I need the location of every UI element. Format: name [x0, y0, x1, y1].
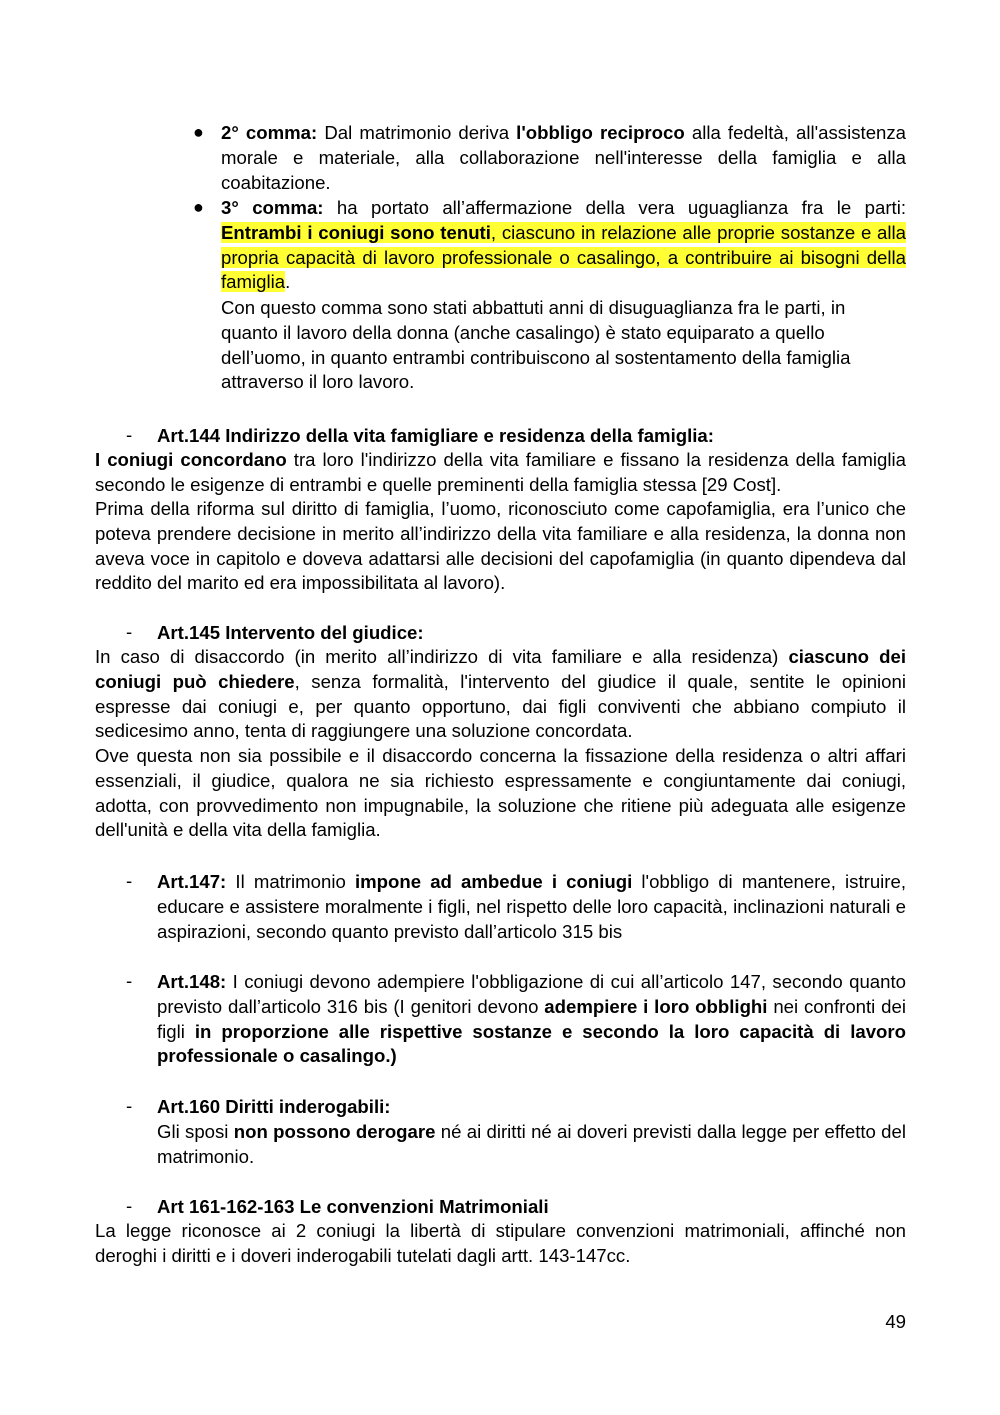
art148-bold-2: in proporzione alle rispettive sostanze e secondo la loro capacità di lavoro professionale o casalingo.): [157, 1020, 906, 1067]
art144-text: tra loro l'indirizzo della vita familiare e fissano la residenza della famiglia secondo le esigenze di entrambi e quelle preminenti della famiglia stessa [29 Cost].: [95, 449, 907, 495]
comma3-paragraph: [221, 196, 906, 295]
art148-bold: adempiere i loro obblighi: [544, 995, 768, 1017]
comma3-highlight-bold: Entrambi i coniugi sono tenuti: [221, 221, 491, 243]
list-dash: -: [126, 1195, 133, 1216]
art147-text: Il matrimonio: [226, 871, 355, 892]
art160-text-end: né ai diritti né ai doveri previsti dalla legge per effetto del matrimonio.: [157, 1121, 906, 1167]
list-dash: -: [126, 424, 133, 445]
comma3-text: ha portato all’affermazione della vera uguaglianza fra le parti:: [323, 197, 906, 218]
comma2-text-end: alla fedeltà, all'assistenza morale e materiale, alla collaborazione nell'interesse della famiglia e alla coabitazione.: [221, 122, 907, 193]
art160-bold: non possono derogare: [233, 1121, 436, 1142]
list-dash: -: [126, 970, 133, 991]
art145-bold: ciascuno dei coniugi può chiedere: [95, 646, 907, 692]
art145-paragraph-2: Ove questa non sia possibile e il disaccordo concerna la fissazione della residenza o altri affari essenziali, il giudice, qualora ne sia richiesto espressamente e congiuntamente dai coniugi, adotta, con provvedimento non impugnabile, la soluzione che ritiene più adeguata alle esigenze dell'unità e della vita della famiglia.: [95, 745, 906, 841]
art145-heading: Art.145 Intervento del giudice:: [157, 622, 424, 643]
art147-label: Art.147:: [157, 871, 227, 892]
art160-text: Gli sposi: [157, 1121, 234, 1142]
art145-text-end: , senza formalità, l'intervento del giudice il quale, sentite le opinioni espresse dai coniugi e, per quanto opportuno, dai figli conviventi che abbiano compiuto il sedicesimo anno, tenta di raggiungere una soluzione concordata.: [95, 670, 906, 742]
comma2-label: 2° comma:: [221, 122, 318, 143]
art145-paragraph: [95, 645, 906, 744]
page-number: 49: [885, 1311, 906, 1332]
comma3-label: 3° comma:: [221, 197, 324, 218]
bullet-icon: ●: [193, 197, 204, 217]
art144-paragraph-2: Prima della riforma sul diritto di famiglia, l’uomo, riconosciuto come capofamiglia, era l’unico che poteva prendere decisione in merito all’indirizzo della vita familiare e alla residenza, la donna non aveva voce in capitolo e doveva adattarsi alle decisioni del capofamiglia (in quanto dipendeva dal reddito del marito ed era impossibilitata al lavoro).: [95, 498, 906, 594]
comma2-bold: l'obbligo reciproco: [516, 122, 685, 143]
art161-paragraph: La legge riconosce ai 2 coniugi la libertà di stipulare convenzioni matrimoniali, affinché non deroghi i diritti e i doveri inderogabili tutelati dagli artt. 143-147cc.: [95, 1220, 906, 1266]
art160-paragraph: [157, 1120, 906, 1170]
art148-text-mid: nei confronti dei figli: [157, 995, 906, 1042]
comma2-paragraph: [221, 121, 906, 195]
art148-paragraph: [157, 970, 906, 1069]
art147-bold: impone ad ambedue i coniugi: [354, 871, 633, 892]
art148-label: Art.148:: [157, 971, 227, 992]
list-dash: -: [126, 621, 133, 642]
comma2-text: Dal matrimonio deriva: [317, 122, 517, 143]
list-dash: -: [126, 870, 133, 891]
comma3-note: Con questo comma sono stati abbattuti anni di disuguaglianza fra le parti, in quanto il lavoro della donna (anche casalingo) è stato equiparato a quello dell’uomo, in quanto entrambi contribuiscono al sostentamento della famiglia attraverso il loro lavoro.: [221, 297, 851, 393]
list-dash: -: [126, 1095, 133, 1116]
comma3-period: .: [285, 271, 291, 293]
art144-heading: Art.144 Indirizzo della vita famigliare e residenza della famiglia:: [157, 425, 714, 446]
art160-heading: Art.160 Diritti inderogabili:: [157, 1096, 391, 1117]
art147-paragraph: [157, 870, 906, 944]
bullet-icon: ●: [193, 122, 204, 142]
art161-heading: Art 161-162-163 Le convenzioni Matrimoniali: [157, 1196, 549, 1217]
art145-text: In caso di disaccordo (in merito all’indirizzo di vita familiare e alla residenza): [95, 646, 789, 667]
art144-paragraph: [95, 448, 906, 498]
art147-text-end: l'obbligo di mantenere, istruire, educare e assistere moralmente i figli, nel rispetto delle loro capacità, inclinazioni naturali e aspirazioni, secondo quanto previsto dall’articolo 315 bis: [157, 871, 906, 942]
art148-text: I coniugi devono adempiere l'obbligazione di cui all’articolo 147, secondo quanto previsto dall’articolo 316 bis (I genitori devono: [157, 971, 906, 1017]
art144-bold: I coniugi concordano: [95, 449, 287, 470]
comma3-highlight: , ciascuno in relazione alle proprie sostanze e alla propria capacità di lavoro professionale o casalingo, a contribuire ai bisogni della famiglia: [221, 221, 906, 293]
